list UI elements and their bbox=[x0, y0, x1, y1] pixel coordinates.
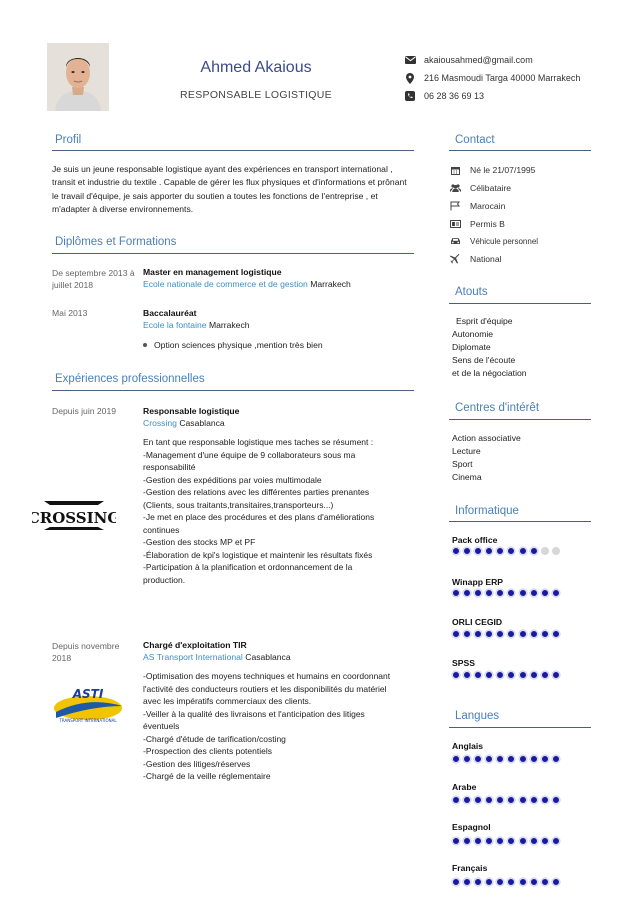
skill-name: Winapp ERP bbox=[452, 577, 504, 587]
contact-vehicle-text: Véhicule personnel bbox=[470, 236, 539, 246]
language-name: Anglais bbox=[452, 741, 484, 751]
strengths-divider bbox=[449, 303, 591, 304]
rating-dot-filled bbox=[541, 671, 549, 679]
interest-item: Action associative bbox=[452, 433, 521, 443]
job-title: Responsable logistique bbox=[143, 406, 240, 416]
rating-dot-filled bbox=[530, 630, 538, 638]
address-text: 216 Masmoudi Targa 40000 Marrakech bbox=[424, 73, 581, 83]
rating-dot-filled bbox=[541, 878, 549, 886]
school-name: Ecole nationale de commerce et de gestion bbox=[143, 279, 308, 289]
rating-dot-filled bbox=[474, 589, 482, 597]
computing-heading: Informatique bbox=[455, 505, 519, 517]
candidate-name: Ahmed Akaious bbox=[200, 59, 312, 76]
rating-dot-filled bbox=[485, 755, 493, 763]
contact-heading: Contact bbox=[455, 134, 495, 146]
rating-dot-filled bbox=[485, 671, 493, 679]
rating-dot-filled bbox=[452, 878, 460, 886]
crossing-logo bbox=[32, 497, 116, 531]
candidate-title: RESPONSABLE LOGISTIQUE bbox=[180, 89, 332, 101]
rating-dot-filled bbox=[507, 589, 515, 597]
bullet-text: Option sciences physique ,mention très bien bbox=[154, 340, 323, 350]
profile-text: Je suis un jeune responsable logistique ayant des expériences en transport international , transit et industrie du textile . Capable de gérer les flux physiques et d'informations et prônant le travail d'équipe, je sais apporter du soutien a toutes les fonctions de l'entreprise , et m'adapter à diverse environnements. bbox=[52, 164, 407, 214]
rating-dot-filled bbox=[463, 589, 471, 597]
degree-title: Master en management logistique bbox=[143, 267, 282, 277]
rating-dot-filled bbox=[507, 755, 515, 763]
crossing-logo-text: CROSSING bbox=[32, 509, 116, 527]
rating-dot-filled bbox=[507, 796, 515, 804]
skill-rating bbox=[452, 671, 560, 679]
contact-marital-status bbox=[449, 181, 511, 195]
rating-dot-filled bbox=[530, 878, 538, 886]
education-entry bbox=[143, 307, 418, 351]
language-name: Arabe bbox=[452, 782, 477, 792]
computing-divider bbox=[449, 521, 591, 522]
strength-item: Esprit d'équipe bbox=[456, 316, 513, 326]
rating-dot-filled bbox=[541, 630, 549, 638]
contact-nationality bbox=[449, 199, 505, 213]
contact-marital-text: Célibataire bbox=[470, 183, 512, 193]
people-icon bbox=[449, 184, 461, 192]
rating-dot-filled bbox=[474, 837, 482, 845]
email-line bbox=[404, 53, 533, 67]
rating-dot-filled bbox=[519, 630, 527, 638]
language-rating bbox=[452, 878, 560, 886]
rating-dot-filled bbox=[496, 547, 504, 555]
rating-dot-filled bbox=[474, 671, 482, 679]
phone-text: 06 28 36 69 13 bbox=[424, 91, 485, 101]
rating-dot-filled bbox=[552, 796, 560, 804]
rating-dot-filled bbox=[552, 878, 560, 886]
rating-dot-filled bbox=[452, 547, 460, 555]
rating-dot-filled bbox=[552, 589, 560, 597]
rating-dot-filled bbox=[463, 671, 471, 679]
rating-dot-filled bbox=[496, 796, 504, 804]
education-divider bbox=[52, 253, 414, 254]
rating-dot-filled bbox=[463, 547, 471, 555]
rating-dot-filled bbox=[452, 589, 460, 597]
job-description: -Optimisation des moyens techniques et humains en coordonnant l'activité des conducteurs routiers et les disponibilités du matériel avec les impératifs commerciaux des clients. -Veiller à la qualité des livraisons et l'anticipation des litiges éventuels -Chargé d'étude de tarification/costing -Prospection des clients potentiels -Gestion des litiges/réserves -Chargé de la veille réglementaire bbox=[143, 671, 391, 781]
rating-dot-filled bbox=[530, 837, 538, 845]
contact-birthdate-text: Né le 21/07/1995 bbox=[470, 165, 536, 175]
rating-dot-filled bbox=[463, 796, 471, 804]
rating-dot-filled bbox=[474, 630, 482, 638]
rating-dot-filled bbox=[474, 755, 482, 763]
id-card-icon bbox=[449, 220, 461, 228]
strength-item: Diplomate bbox=[452, 342, 491, 352]
contact-vehicle bbox=[449, 234, 538, 248]
rating-dot-filled bbox=[519, 589, 527, 597]
education-bullet bbox=[143, 339, 418, 351]
rating-dot-filled bbox=[485, 878, 493, 886]
rating-dot-filled bbox=[496, 878, 504, 886]
rating-dot-filled bbox=[452, 837, 460, 845]
rating-dot-filled bbox=[452, 755, 460, 763]
rating-dot-filled bbox=[530, 796, 538, 804]
contact-mobility-text: National bbox=[470, 254, 502, 264]
location-pin-icon bbox=[404, 73, 416, 84]
rating-dot-filled bbox=[507, 547, 515, 555]
profile-heading: Profil bbox=[55, 134, 82, 146]
skill-rating bbox=[452, 630, 560, 638]
language-rating bbox=[452, 755, 560, 763]
language-rating bbox=[452, 837, 560, 845]
rating-dot-filled bbox=[541, 796, 549, 804]
profile-photo bbox=[47, 43, 109, 111]
interest-item: Lecture bbox=[452, 446, 481, 456]
plane-icon bbox=[449, 254, 461, 264]
rating-dot-filled bbox=[452, 671, 460, 679]
rating-dot-filled bbox=[474, 547, 482, 555]
rating-dot-filled bbox=[519, 796, 527, 804]
company-city: Casablanca bbox=[179, 418, 225, 428]
bullet-dot bbox=[143, 343, 147, 347]
rating-dot-filled bbox=[485, 630, 493, 638]
rating-dot-filled bbox=[552, 755, 560, 763]
experience-divider bbox=[52, 390, 414, 391]
experience-entry bbox=[143, 639, 393, 783]
languages-divider bbox=[449, 727, 591, 728]
language-name: Français bbox=[452, 863, 488, 873]
rating-dot-filled bbox=[496, 589, 504, 597]
company-name: Crossing bbox=[143, 418, 177, 428]
rating-dot-filled bbox=[474, 878, 482, 886]
company-city: Casablanca bbox=[245, 652, 291, 662]
skill-name: SPSS bbox=[452, 658, 475, 668]
rating-dot-filled bbox=[519, 547, 527, 555]
interests-heading: Centres d'intérêt bbox=[455, 402, 540, 414]
contact-divider bbox=[449, 150, 591, 151]
rating-dot-filled bbox=[496, 755, 504, 763]
rating-dot-filled bbox=[507, 837, 515, 845]
contact-nationality-text: Marocain bbox=[470, 201, 506, 211]
experience-entry bbox=[143, 405, 393, 586]
skill-name: ORLI CEGID bbox=[452, 617, 503, 627]
contact-birthdate bbox=[449, 163, 535, 177]
rating-dot-filled bbox=[485, 589, 493, 597]
rating-dot-filled bbox=[552, 837, 560, 845]
rating-dot-filled bbox=[519, 837, 527, 845]
rating-dot-filled bbox=[463, 630, 471, 638]
strength-item: Autonomie bbox=[452, 329, 494, 339]
phone-icon bbox=[404, 91, 416, 101]
flag-icon bbox=[449, 201, 461, 211]
rating-dot-filled bbox=[485, 547, 493, 555]
asti-logo bbox=[52, 684, 124, 724]
rating-dot-filled bbox=[530, 589, 538, 597]
rating-dot-filled bbox=[552, 630, 560, 638]
rating-dot-filled bbox=[496, 671, 504, 679]
car-icon bbox=[449, 237, 461, 245]
email-text[interactable]: akaiousahmed@gmail.com bbox=[424, 55, 533, 65]
school-name: Ecole la fontaine bbox=[143, 320, 207, 330]
address-line bbox=[404, 71, 580, 85]
rating-dot-filled bbox=[541, 589, 549, 597]
rating-dot-filled bbox=[496, 837, 504, 845]
experience-heading: Expériences professionnelles bbox=[55, 373, 205, 385]
school-city: Marrakech bbox=[310, 279, 351, 289]
interests-divider bbox=[449, 419, 591, 420]
rating-dot-filled bbox=[463, 878, 471, 886]
interest-item: Sport bbox=[452, 459, 473, 469]
rating-dot-filled bbox=[496, 630, 504, 638]
skill-rating bbox=[452, 589, 560, 597]
rating-dot-filled bbox=[452, 796, 460, 804]
company-name: AS Transport International bbox=[143, 652, 243, 662]
rating-dot-filled bbox=[452, 630, 460, 638]
rating-dot-empty bbox=[541, 547, 549, 555]
skill-rating bbox=[452, 547, 560, 555]
education-date: De septembre 2013 à juillet 2018 bbox=[52, 268, 135, 290]
rating-dot-empty bbox=[552, 547, 560, 555]
contact-license-text: Permis B bbox=[470, 219, 505, 229]
education-heading: Diplômes et Formations bbox=[55, 236, 177, 248]
education-date: Mai 2013 bbox=[52, 308, 88, 318]
experience-date: Depuis juin 2019 bbox=[52, 406, 117, 416]
rating-dot-filled bbox=[463, 837, 471, 845]
contact-license bbox=[449, 217, 505, 231]
rating-dot-filled bbox=[530, 547, 538, 555]
interests-list bbox=[452, 432, 521, 484]
interest-item: Cinema bbox=[452, 472, 482, 482]
job-description: En tant que responsable logistique mes taches se résument : -Management d'une équipe de 9 collaborateurs sous ma responsabilité -Gestion des expéditions par voies multimodale -Gestion des relations avec les différentes parties prenantes (Clients, sous traitants,transitaires,transporteurs...) -Je met en place des procédures et des plans d'améliorations continues -Gestion des stocks MP et PF -Élaboration de kpi's logistique et maintenir les résultats fixés -Participation à la planification et ordonnancement de la production. bbox=[143, 437, 375, 585]
education-entry bbox=[143, 266, 418, 290]
rating-dot-filled bbox=[519, 878, 527, 886]
strengths-heading: Atouts bbox=[455, 286, 488, 298]
rating-dot-filled bbox=[530, 755, 538, 763]
job-title: Chargé d'exploitation TIR bbox=[143, 640, 247, 650]
contact-mobility bbox=[449, 252, 502, 266]
language-name: Espagnol bbox=[452, 822, 491, 832]
strength-item: Sens de l'écoute bbox=[452, 355, 516, 365]
rating-dot-filled bbox=[519, 671, 527, 679]
language-rating bbox=[452, 796, 560, 804]
rating-dot-filled bbox=[507, 878, 515, 886]
strength-item: et de la négociation bbox=[452, 368, 527, 378]
school-city: Marrakech bbox=[208, 320, 250, 330]
skill-name: Pack office bbox=[452, 535, 498, 545]
rating-dot-filled bbox=[541, 837, 549, 845]
experience-date: Depuis novembre 2018 bbox=[52, 641, 120, 663]
rating-dot-filled bbox=[485, 796, 493, 804]
asti-logo-subtext: TRANSPORT INTERNATIONAL bbox=[59, 718, 117, 723]
languages-heading: Langues bbox=[455, 710, 500, 722]
rating-dot-filled bbox=[463, 755, 471, 763]
profile-divider bbox=[52, 150, 414, 151]
degree-title: Baccalauréat bbox=[143, 308, 197, 318]
calendar-icon bbox=[449, 166, 461, 175]
rating-dot-filled bbox=[474, 796, 482, 804]
strengths-list bbox=[452, 315, 527, 380]
rating-dot-filled bbox=[541, 755, 549, 763]
rating-dot-filled bbox=[530, 671, 538, 679]
envelope-icon bbox=[404, 56, 416, 64]
rating-dot-filled bbox=[507, 671, 515, 679]
phone-line bbox=[404, 89, 484, 103]
rating-dot-filled bbox=[507, 630, 515, 638]
asti-logo-text: ASTI bbox=[72, 687, 104, 701]
rating-dot-filled bbox=[485, 837, 493, 845]
rating-dot-filled bbox=[552, 671, 560, 679]
rating-dot-filled bbox=[519, 755, 527, 763]
